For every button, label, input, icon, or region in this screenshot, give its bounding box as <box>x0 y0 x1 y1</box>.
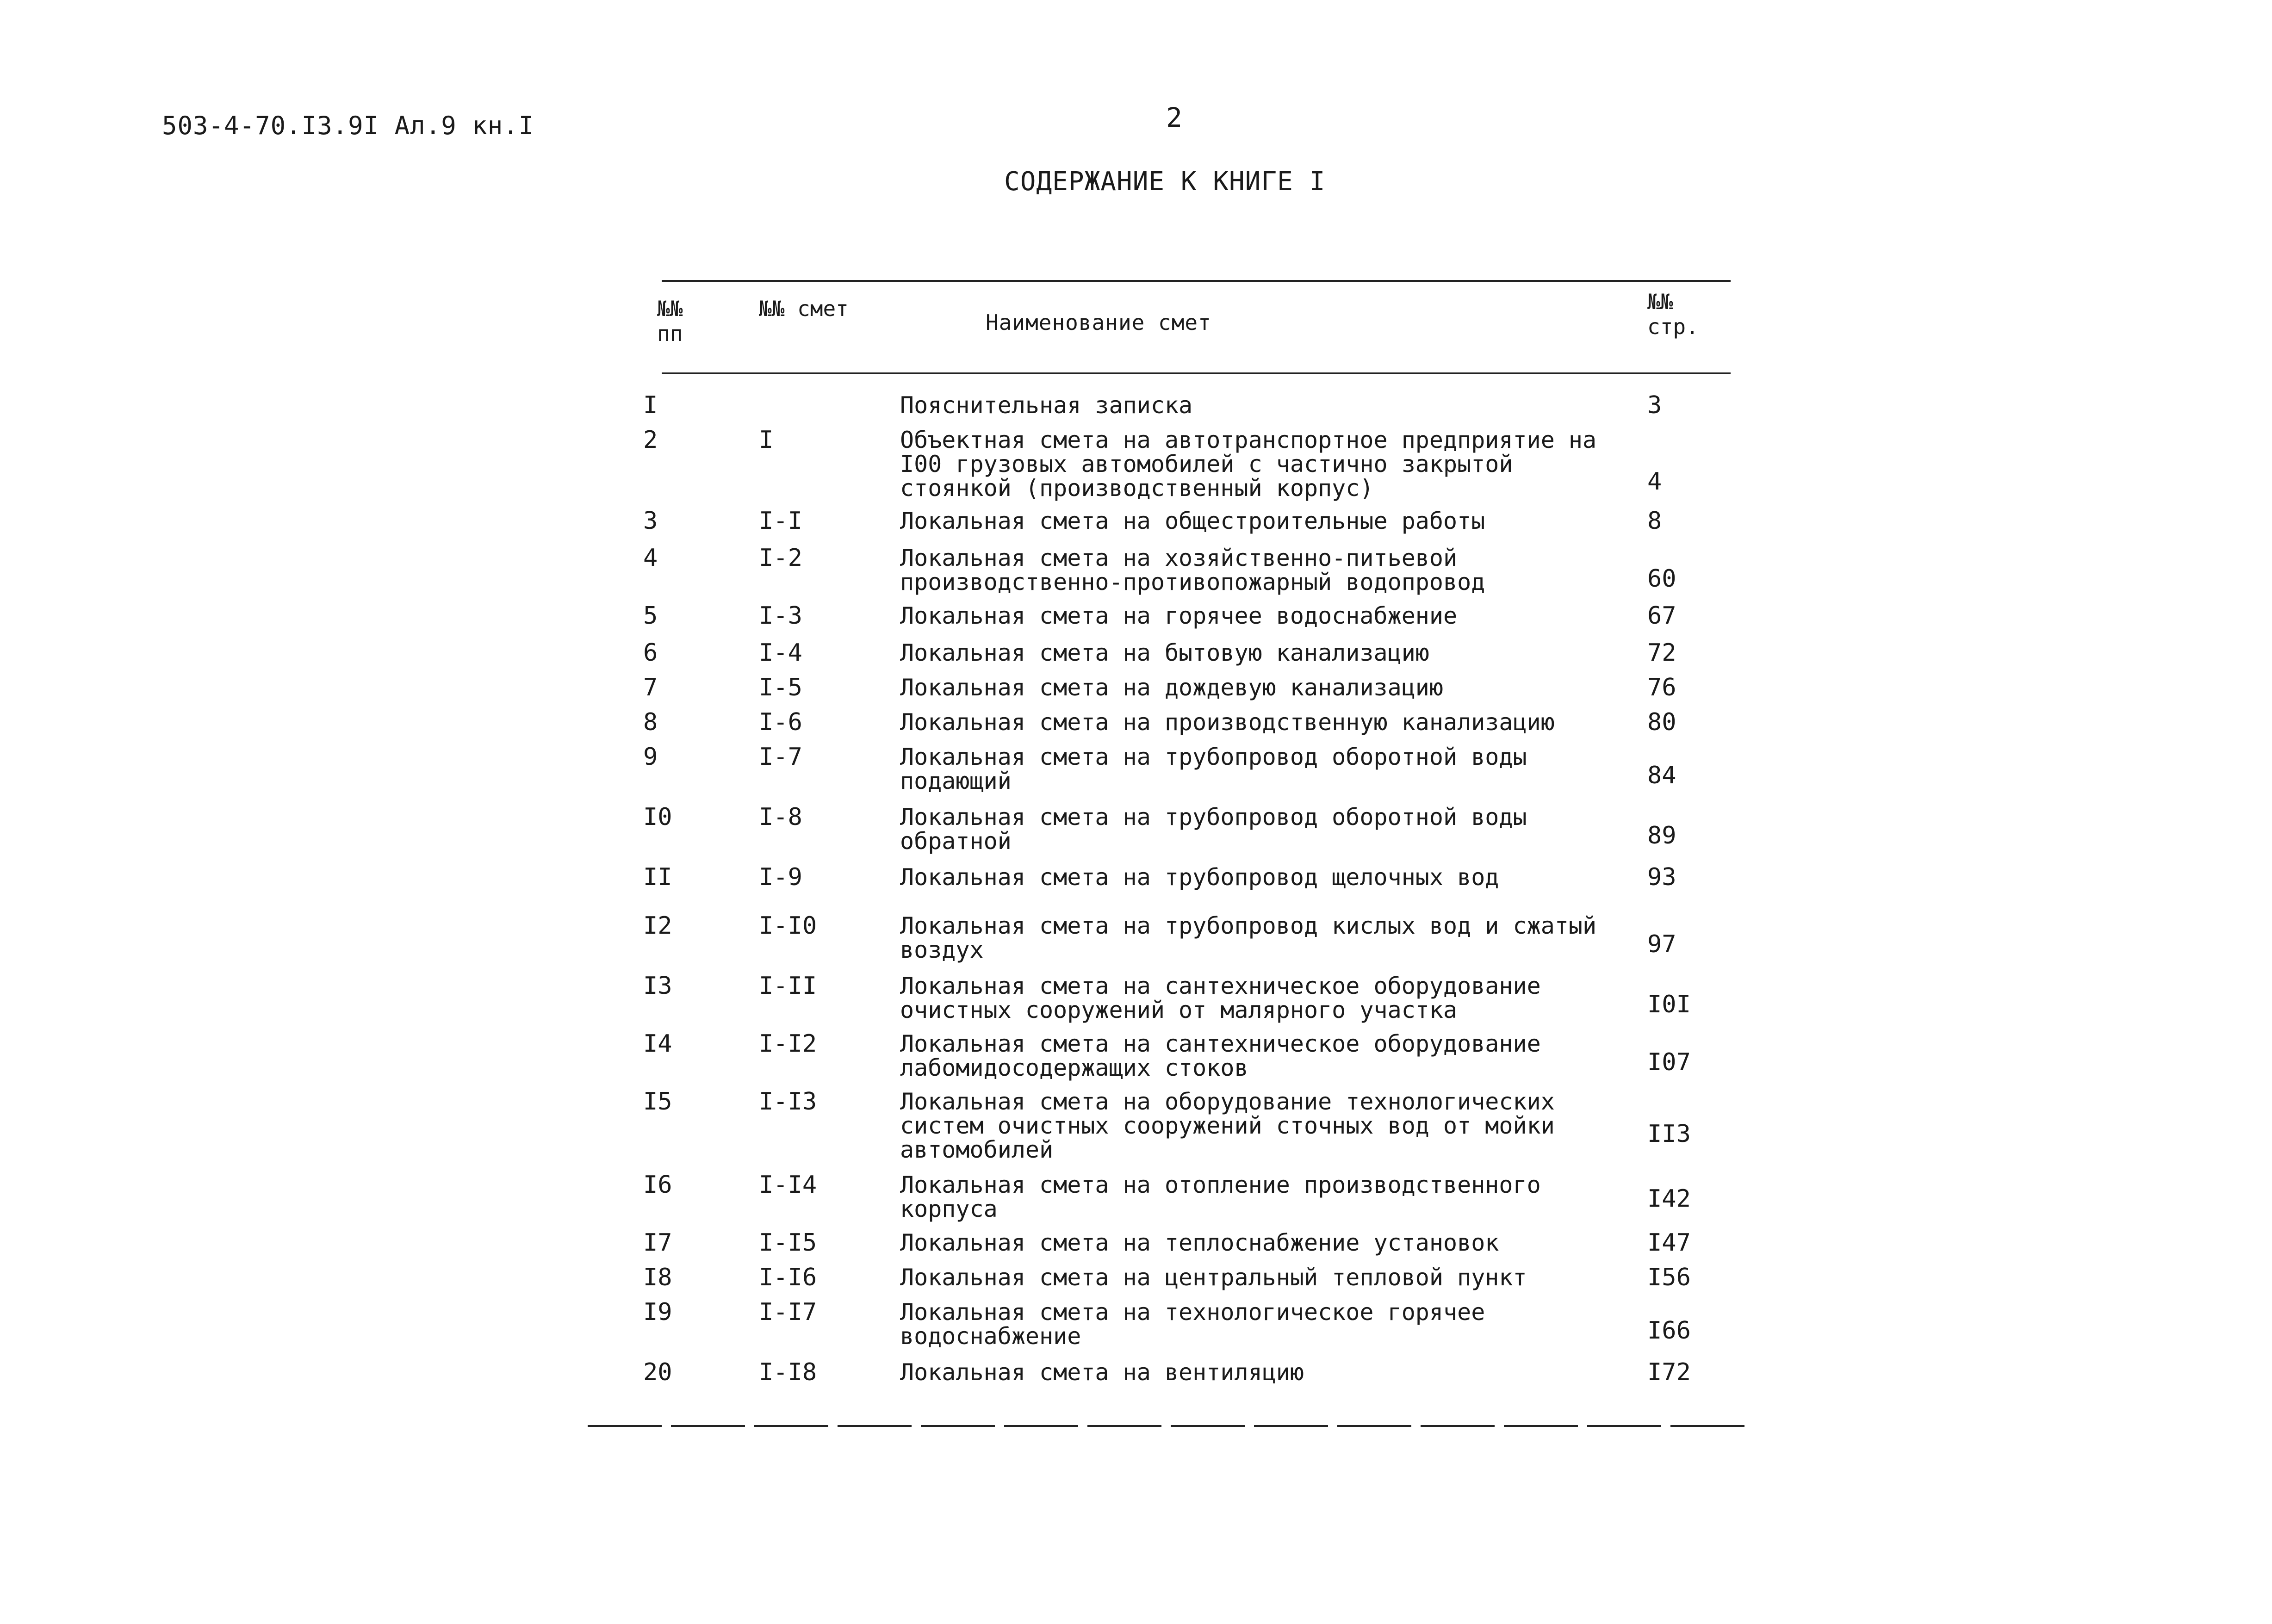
row-number: 5 <box>643 602 658 630</box>
page-ref: 80 <box>1647 708 1676 736</box>
estimate-name: Локальная смета на сантехническое оборудование очистных сооружений от малярного участка <box>900 973 1541 1023</box>
estimate-code: I-3 <box>759 602 802 630</box>
row-number: I5 <box>643 1088 672 1116</box>
row-number: 9 <box>643 743 658 771</box>
row-number: I3 <box>643 972 672 1000</box>
row-number: I <box>643 391 658 419</box>
page-number: 2 <box>1166 102 1182 133</box>
page-title: СОДЕРЖАНИЕ К КНИГЕ I <box>1004 167 1326 197</box>
page-ref: I72 <box>1647 1358 1691 1386</box>
estimate-code: I-8 <box>759 803 802 831</box>
row-number: I6 <box>643 1171 672 1199</box>
page-ref: 84 <box>1647 762 1676 789</box>
estimate-name: Локальная смета на трубопровод оборотной воды обратной <box>900 804 1527 855</box>
estimate-code: I-6 <box>759 708 802 736</box>
row-number: 8 <box>643 708 658 736</box>
page-ref: II3 <box>1647 1120 1691 1148</box>
estimate-code: I-I5 <box>759 1229 817 1257</box>
page-ref: 60 <box>1647 565 1676 593</box>
estimate-name: Локальная смета на горячее водоснабжение <box>900 602 1458 629</box>
page-ref: 8 <box>1647 507 1662 535</box>
estimate-code: I-I6 <box>759 1264 817 1291</box>
page-ref: I47 <box>1647 1229 1691 1257</box>
estimate-name: Локальная смета на отопление производственного корпуса <box>900 1172 1541 1222</box>
table-top-rule <box>662 280 1731 282</box>
estimate-code: I-I3 <box>759 1088 817 1116</box>
page-ref: 72 <box>1647 639 1676 667</box>
estimate-code: I-I <box>759 507 802 535</box>
page-ref: 97 <box>1647 930 1676 958</box>
estimate-name: Локальная смета на трубопровод щелочных вод <box>900 864 1499 891</box>
estimate-name: Локальная смета на трубопровод кислых вод и сжатый воздух <box>900 912 1597 963</box>
estimate-name: Локальная смета на теплоснабжение установок <box>900 1229 1499 1256</box>
row-number: 20 <box>643 1358 672 1386</box>
page-ref: 89 <box>1647 822 1676 849</box>
estimate-code: I-5 <box>759 674 802 701</box>
row-number: I9 <box>643 1298 672 1326</box>
row-number: I8 <box>643 1264 672 1291</box>
estimate-code: I-I7 <box>759 1298 817 1326</box>
page-ref: I42 <box>1647 1185 1691 1213</box>
row-number: II <box>643 863 672 891</box>
estimate-code: I-4 <box>759 639 802 667</box>
estimate-name: Локальная смета на хозяйственно-питьевой производственно-противопожарный водопровод <box>900 545 1485 595</box>
estimate-name: Локальная смета на производственную канализацию <box>900 709 1555 736</box>
page-ref: 3 <box>1647 391 1662 419</box>
estimate-code: I-I0 <box>759 912 817 940</box>
estimate-code: I-II <box>759 972 817 1000</box>
estimate-name: Локальная смета на сантехническое оборудование лабомидосодержащих стоков <box>900 1030 1541 1081</box>
row-number: 6 <box>643 639 658 667</box>
table-bottom-rule <box>588 1425 1754 1427</box>
page-ref: I07 <box>1647 1048 1691 1076</box>
column-header-num: №№ пп <box>657 296 683 346</box>
column-header-page: №№ стр. <box>1647 289 1699 339</box>
page-ref: 76 <box>1647 674 1676 701</box>
page-ref: I56 <box>1647 1264 1691 1291</box>
estimate-code: I-I2 <box>759 1030 817 1058</box>
document-code: 503-4-70.I3.9I Ал.9 кн.I <box>162 111 534 140</box>
estimate-code: I-2 <box>759 544 802 572</box>
estimate-code: I-I4 <box>759 1171 817 1199</box>
row-number: I7 <box>643 1229 672 1257</box>
row-number: I2 <box>643 912 672 940</box>
column-header-code: №№ смет <box>759 296 849 321</box>
row-number: 3 <box>643 507 658 535</box>
estimate-code: I <box>759 426 774 454</box>
estimate-code: I-9 <box>759 863 802 891</box>
row-number: 4 <box>643 544 658 572</box>
page-ref: I0I <box>1647 991 1691 1018</box>
column-header-name: Наименование смет <box>986 310 1211 335</box>
row-number: 2 <box>643 426 658 454</box>
table-header-rule <box>662 372 1731 374</box>
page-ref: 93 <box>1647 863 1676 891</box>
estimate-name: Локальная смета на общестроительные работы <box>900 508 1485 534</box>
estimate-name: Локальная смета на дождевую канализацию <box>900 674 1443 701</box>
estimate-name: Локальная смета на бытовую канализацию <box>900 639 1429 666</box>
row-number: I0 <box>643 803 672 831</box>
estimate-code: I-I8 <box>759 1358 817 1386</box>
row-number: 7 <box>643 674 658 701</box>
estimate-name: Локальная смета на оборудование технологических систем очистных сооружений сточных вод от мойки автомобилей <box>900 1088 1555 1163</box>
estimate-name: Локальная смета на центральный тепловой пункт <box>900 1264 1527 1291</box>
estimate-name: Локальная смета на технологическое горячее водоснабжение <box>900 1299 1485 1350</box>
estimate-name: Локальная смета на трубопровод оборотной воды подающий <box>900 744 1527 794</box>
page-ref: 67 <box>1647 602 1676 630</box>
estimate-name: Локальная смета на вентиляцию <box>900 1359 1304 1386</box>
estimate-name: Объектная смета на автотранспортное предприятие на I00 грузовых автомобилей с частично закрытой стоянкой (производственный корпус) <box>900 427 1597 502</box>
row-number: I4 <box>643 1030 672 1058</box>
page-ref: 4 <box>1647 468 1662 496</box>
page-ref: I66 <box>1647 1317 1691 1345</box>
estimate-code: I-7 <box>759 743 802 771</box>
estimate-name: Пояснительная записка <box>900 392 1193 419</box>
